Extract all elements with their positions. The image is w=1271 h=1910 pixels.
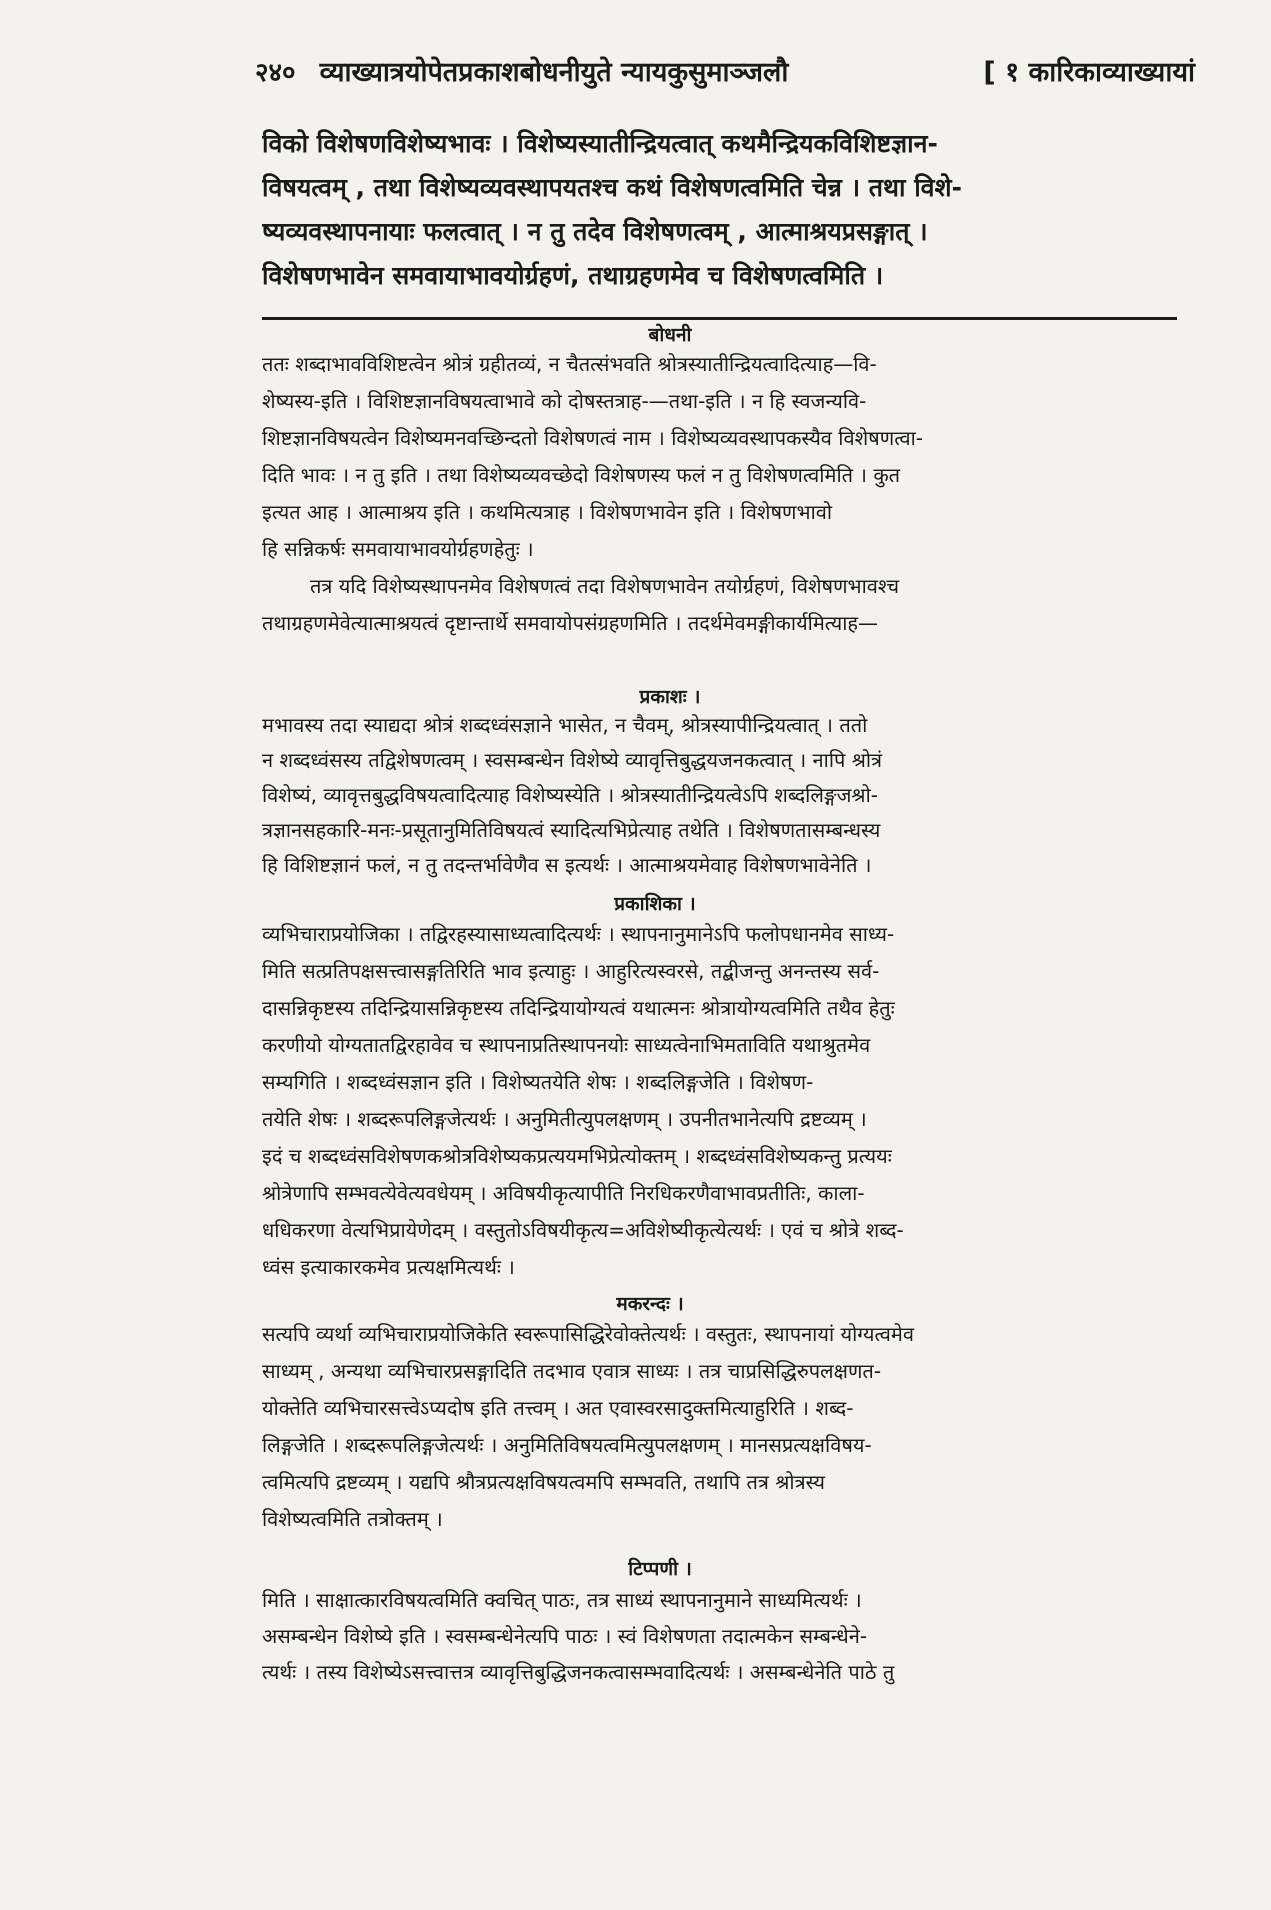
- makaranda-commentary: [262, 1316, 1177, 1538]
- prakasha-heading: प्रकाशः ।: [639, 686, 701, 708]
- text-line: इत्यत आह । आत्माश्रय इति । कथमित्यत्राह । विशेषणभावेन इति । विशेषणभावो: [262, 500, 833, 524]
- text-line: शेष्यस्य-इति । विशिष्टज्ञानविषयत्वाभावे को दोषस्तत्राह-—तथा-इति । न हि स्वजन्यवि-: [262, 389, 867, 413]
- page-header: [255, 52, 1195, 92]
- text-line: दिति भावः । न तु इति । तथा विशेष्यव्यवच्छेदो विशेषणस्य फलं न तु विशेषणत्वमिति । कुत: [262, 463, 901, 487]
- text-line: लिङ्गजेति । शब्दरूपलिङ्गजेत्यर्थः । अनुमितिविषयत्वमित्युपलक्षणम् । मानसप्रत्यक्षविषय-: [262, 1433, 872, 1457]
- text-line: धधिकरणा वेत्यभिप्रायेणेदम् । वस्तुतोऽविषयीकृत्य=अविशेष्यीकृत्येत्यर्थः । एवं च श्रोत्रे शब्द-: [262, 1218, 904, 1242]
- prakashika-commentary: [262, 916, 1177, 1286]
- text-line: विषयत्वम् , तथा विशेष्यव्यवस्थापयतश्च कथं विशेषणत्वमिति चेन्न । तथा विशे-: [262, 173, 962, 202]
- text-line: त्वमित्यपि द्रष्टव्यम् । यद्यपि श्रौत्रप्रत्यक्षविषयत्वमपि सम्भवति, तथापि तत्र श्रोत्रस्य: [262, 1470, 825, 1494]
- text-line: असम्बन्धेन विशेष्ये इति । स्वसम्बन्धेनेत्यपि पाठः । स्वं विशेषणता तदात्मकेन सम्बन्धेने-: [262, 1624, 868, 1648]
- text-line: इदं च शब्दध्वंसविशेषणकश्रोत्रविशेष्यकप्रत्ययमभिप्रेत्योक्तम् । शब्दध्वंसविशेष्यकन्तु प्रत्ययः: [262, 1144, 892, 1168]
- text-line: योक्तेति व्यभिचारसत्त्वेऽप्यदोष इति तत्त्वम् । अत एवास्वरसादुक्तमित्याहुरिति । शब्द-: [262, 1396, 854, 1420]
- text-line: सम्यगिति । शब्दध्वंसज्ञान इति । विशेष्यतयेति शेषः । शब्दलिङ्गजेति । विशेषण-: [262, 1070, 814, 1094]
- text-line: हि सन्निकर्षः समवायाभावयोर्ग्रहणहेतुः ।: [262, 537, 534, 561]
- text-line: सत्यपि व्यर्था व्यभिचाराप्रयोजिकेति स्वरूपासिद्धिरेवोक्तेत्यर्थः । वस्तुतः, स्थापनायां योग्यत्वमेव: [262, 1322, 914, 1346]
- text-line: तयेति शेषः । शब्दरूपलिङ्गजेत्यर्थः । अनुमितीत्युपलक्षणम् । उपनीतभानेत्यपि द्रष्टव्यम् ।: [262, 1107, 867, 1131]
- prakashika-heading: प्रकाशिका ।: [614, 893, 696, 915]
- text-line: हि विशिष्टज्ञानं फलं, न तु तदन्तर्भावेणैव स इत्यर्थः । आत्माश्रयमेवाह विशेषणभावेनेति ।: [262, 853, 872, 877]
- bodhani-heading: बोधनी: [648, 324, 692, 346]
- text-line: न शब्दध्वंसस्य तद्विशेषणत्वम् । स्वसम्बन्धेन विशेष्ये व्यावृत्तिबुद्धयजनकत्वात् । नापि श्रोत्रं: [262, 748, 883, 772]
- text-line: श्रोत्रेणापि सम्भवत्येवेत्यवधेयम् । अविषयीकृत्यापीति निरधिकरणैवाभावप्रतीतिः, काला-: [262, 1181, 865, 1205]
- text-line: त्रज्ञानसहकारि-मनः-प्रसूतानुमितिविषयत्वं स्यादित्यभिप्रेत्याह तथेति । विशेषणतासम्बन्धस्य: [262, 818, 881, 842]
- makaranda-heading: मकरन्दः ।: [616, 1293, 684, 1315]
- text-line: तथाग्रहणमेवेत्यात्माश्रयत्वं दृष्टान्तार्थे समवायोपसंग्रहणमिति । तदर्थमेवमङ्गीकार्यमित्याह—: [262, 611, 879, 635]
- tippani-notes: [262, 1582, 1177, 1690]
- text-line: विशेष्यं, व्यावृत्तबुद्धविषयत्वादित्याह विशेष्यस्येति । श्रोत्रस्यातीन्द्रियत्वेऽपि शब्दलिङ्गजश्रो-: [262, 783, 878, 807]
- text-line: त्यर्थः । तस्य विशेष्येऽसत्त्वात्तत्र व्यावृत्तिबुद्धिजनकत्वासम्भवादित्यर्थः । असम्बन्धेनेति पाठे तु: [262, 1660, 895, 1684]
- mula-text: [262, 122, 1197, 298]
- text-line: मिति । साक्षात्कारविषयत्वमिति क्वचित् पाठः, तत्र साध्यं स्थापनानुमाने साध्यमित्यर्थः ।: [262, 1588, 862, 1612]
- text-line: करणीयो योग्यतातद्विरहावेव च स्थापनाप्रतिस्थापनयोः साध्यत्वेनाभिमताविति यथाश्रुतमेव: [262, 1033, 871, 1057]
- page-number: २४०: [255, 58, 296, 88]
- text-line: ततः शब्दाभावविशिष्टत्वेन श्रोत्रं ग्रहीतव्यं, न चैतत्संभवति श्रोत्रस्यातीन्द्रियत्वादित्याह—वि-: [262, 352, 877, 376]
- text-line: दासन्निकृष्टस्य तदिन्द्रियासन्निकृष्टस्य तदिन्द्रियायोग्यत्वं यथात्मनः श्रोत्रायोग्यत्वमिति तथैव हेतुः: [262, 996, 895, 1020]
- text-line: विको विशेषणविशेष्यभावः । विशेष्यस्यातीन्द्रियत्वात् कथमैन्द्रियकविशिष्टज्ञान-: [262, 129, 938, 158]
- divider-rule: [262, 317, 1177, 320]
- text-line: ष्यव्यवस्थापनायाः फलत्वात् । न तु तदेव विशेषणत्वम् , आत्माश्रयप्रसङ्गात् ।: [262, 217, 928, 246]
- tippani-heading: टिप्पणी ।: [628, 1558, 692, 1580]
- text-line: व्यभिचाराप्रयोजिका । तद्विरहस्यासाध्यत्वादित्यर्थः । स्थापनानुमानेऽपि फलोपधानमेव साध्य-: [262, 922, 895, 946]
- bodhani-commentary: [262, 346, 1177, 642]
- text-line: साध्यम् , अन्यथा व्यभिचारप्रसङ्गादिति तदभाव एवात्र साध्यः । तत्र चाप्रसिद्धिरुपलक्षणत-: [262, 1359, 882, 1383]
- text-line: ध्वंस इत्याकारकमेव प्रत्यक्षमित्यर्थः ।: [262, 1255, 515, 1279]
- prakasha-commentary: [262, 708, 1177, 883]
- text-line: विशेषणभावेन समवायाभावयोर्ग्रहणं, तथाग्रहणमेव च विशेषणत्वमिति ।: [262, 261, 884, 290]
- text-line: तत्र यदि विशेष्यस्थापनमेव विशेषणत्वं तदा विशेषणभावेन तयोर्ग्रहणं, विशेषणभावश्च: [310, 574, 900, 598]
- running-section: [ १ कारिकाव्याख्यायां: [983, 57, 1195, 88]
- text-line: विशेष्यत्वमिति तत्रोक्तम् ।: [262, 1507, 443, 1531]
- running-title: व्याख्यात्रयोपेतप्रकाशबोधनीयुते न्यायकुसुमाञ्जलौ: [319, 57, 789, 88]
- text-line: शिष्टज्ञानविषयत्वेन विशेष्यमनवच्छिन्दतो विशेषणत्वं नाम । विशेष्यव्यवस्थापकस्यैव विशेषणत्वा-: [262, 426, 924, 450]
- text-line: मिति सत्प्रतिपक्षसत्त्वासङ्गतिरिति भाव इत्याहुः । आहुरित्यस्वरसे, तद्बीजन्तु अनन्तस्य सर्व-: [262, 959, 880, 983]
- text-line: मभावस्य तदा स्याद्यदा श्रोत्रं शब्दध्वंसज्ञाने भासेत, न चैवम्, श्रोत्रस्यापीन्द्रियत्वात् । ततो: [262, 713, 868, 737]
